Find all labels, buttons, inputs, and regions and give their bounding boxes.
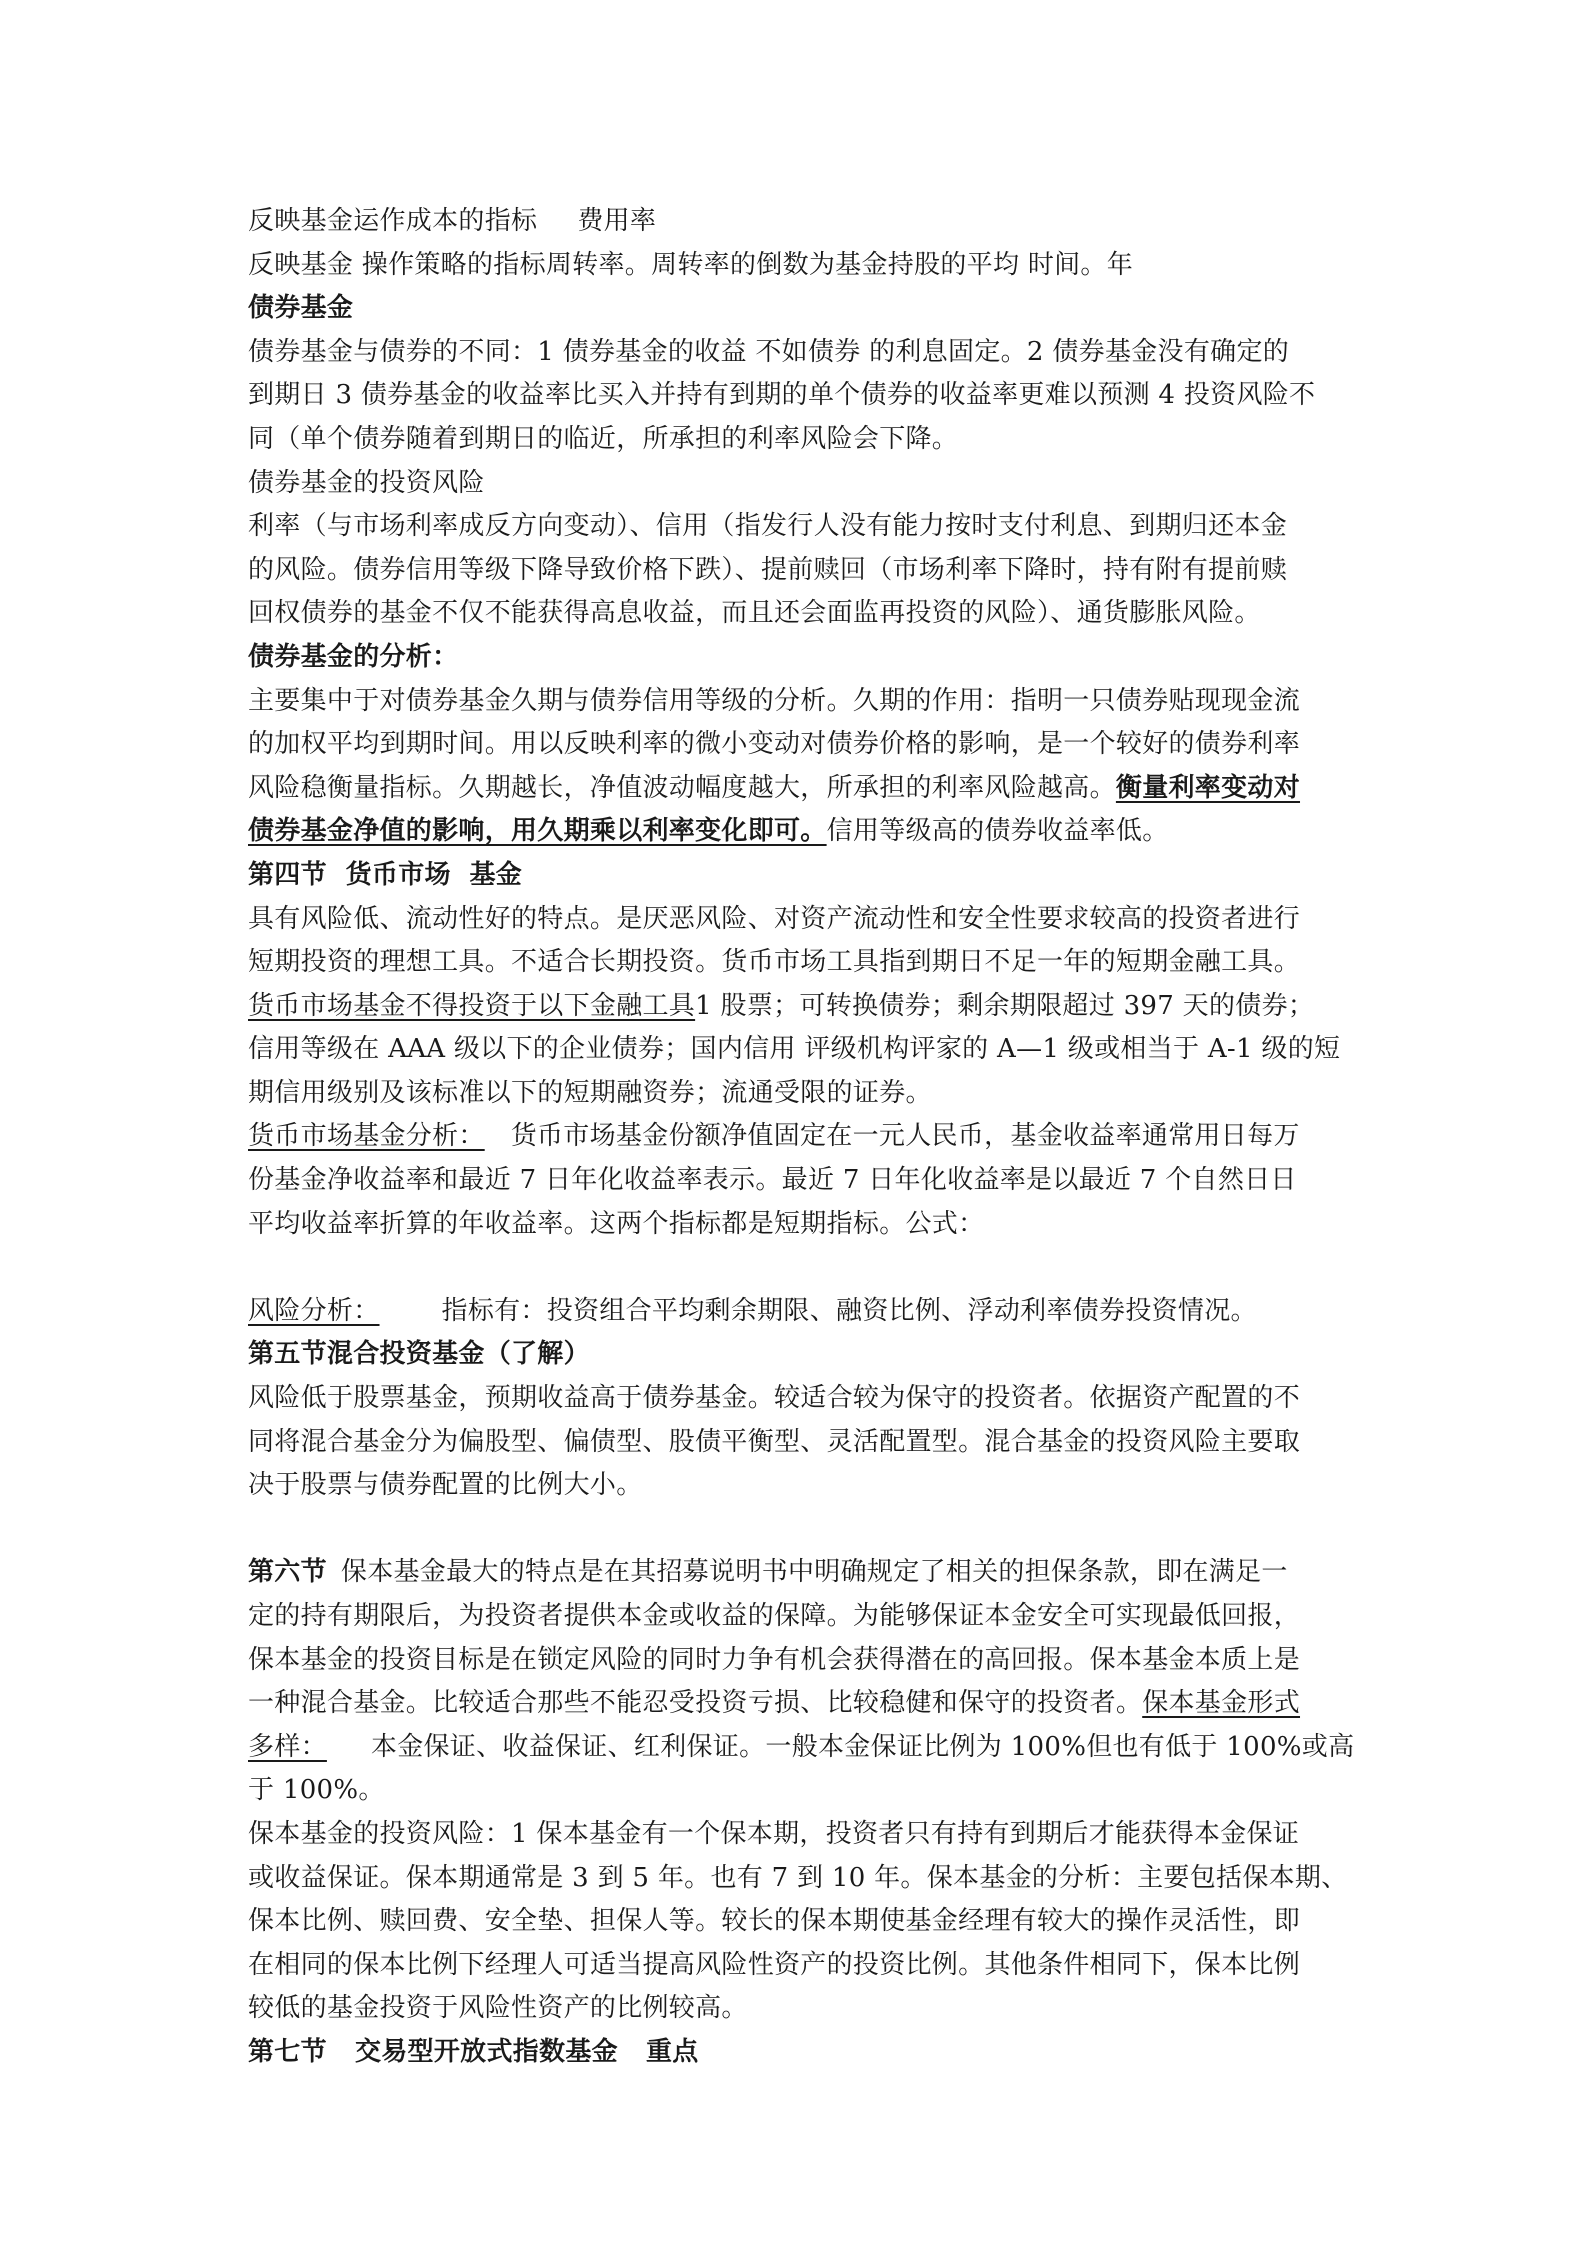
text-line bbox=[248, 1290, 1358, 1334]
text-line: 利率（与市场利率成反方向变动）、信用（指发行人没有能力按时支付利息、到期归还本金 bbox=[248, 511, 1288, 542]
underlined-text bbox=[248, 1296, 414, 1326]
text-line: 较低的基金投资于风险性资产的比例较高。 bbox=[248, 1993, 748, 2024]
text-line: 于 100%。 bbox=[248, 1775, 385, 1806]
text-line: 同将混合基金分为偏股型、偏债型、股债平衡型、灵活配置型。混合基金的投资风险主要取 bbox=[248, 1426, 1301, 1457]
text-line: 决于股票与债券配置的比例大小。 bbox=[248, 1470, 643, 1501]
text-line: 定的持有期限后，为投资者提供本金或收益的保障。为能够保证本金安全可实现最低回报， bbox=[248, 1601, 1301, 1631]
text-line: 风险低于股票基金，预期收益高于债券基金。较适合较为保守的投资者。依据资产配置的不 bbox=[248, 1383, 1301, 1414]
underlined-text: 货币市场基金分析： bbox=[248, 1121, 485, 1152]
text-line bbox=[248, 1551, 1358, 1595]
text-line bbox=[248, 1682, 1358, 1726]
text-run: 反映基金运作成本的指标 bbox=[248, 206, 538, 236]
text-line: 期信用级别及该标准以下的短期融资券；流通受限的证券。 bbox=[248, 1077, 932, 1108]
sub-heading: 债券基金的投资风险 bbox=[248, 467, 485, 498]
text-line bbox=[248, 767, 1358, 811]
document-body bbox=[248, 200, 1358, 2075]
blank-line bbox=[248, 1246, 1358, 1290]
text-line: 债券基金与债券的不同：1 债券基金的收益 不如债券 的利息固定。2 债券基金没有确定的 bbox=[248, 336, 1290, 367]
text-line: 主要集中于对债券基金久期与债券信用等级的分析。久期的作用：指明一只债券贴现现金流 bbox=[248, 685, 1301, 716]
text-run: 1 股票；可转换债券；剩余期限超过 397 天的债券； bbox=[695, 990, 1315, 1021]
text-line: 在相同的保本比例下经理人可适当提高风险性资产的投资比例。其他条件相同下，保本比例 bbox=[248, 1949, 1301, 1980]
text-line: 保本比例、赎回费、安全垫、担保人等。较长的保本期使基金经理有较大的操作灵活性，即 bbox=[248, 1906, 1301, 1937]
underlined-text: 保本基金形式 bbox=[1142, 1688, 1301, 1719]
emphasized-text: 债券基金净值的影响，用久期乘以利率变化即可。 bbox=[248, 816, 827, 847]
underlined-text bbox=[248, 1732, 351, 1762]
text-run: 一种混合基金。比较适合那些不能忍受投资亏损、比较稳健和保守的投资者。 bbox=[248, 1688, 1143, 1719]
section-heading: 第六节 bbox=[248, 1557, 327, 1588]
text-line: 保本基金的投资风险：1 保本基金有一个保本期，投资者只有持有到期后才能获得本金保证 bbox=[248, 1818, 1300, 1849]
text-run: 风险稳衡量指标。久期越长，净值波动幅度越大，所承担的利率风险越高。 bbox=[248, 772, 1116, 803]
text-line: 回权债券的基金不仅不能获得高息收益，而且还会面监再投资的风险）、通货膨胀风险。 bbox=[248, 598, 1261, 629]
text-line: 保本基金的投资目标是在锁定风险的同时力争有机会获得潜在的高回报。保本基金本质上是 bbox=[248, 1644, 1301, 1675]
text-line: 或收益保证。保本期通常是 3 到 5 年。也有 7 到 10 年。保本基金的分析：主要包括保本期、 bbox=[248, 1862, 1348, 1893]
text-line bbox=[248, 200, 1358, 244]
blank-line bbox=[248, 1508, 1358, 1552]
text-line: 平均收益率折算的年收益率。这两个指标都是短期指标。公式： bbox=[248, 1208, 985, 1239]
underlined-text: 货币市场基金不得投资于以下金融工具 bbox=[248, 990, 696, 1021]
emphasized-text: 衡量利率变动对 bbox=[1115, 772, 1301, 803]
text-run: 保本基金最大的特点是在其招募说明书中明确规定了相关的担保条款，即在满足一 bbox=[340, 1557, 1288, 1588]
text-line: 短期投资的理想工具。不适合长期投资。货币市场工具指到期日不足一年的短期金融工具。 bbox=[248, 947, 1301, 978]
text-line: 的风险。债券信用等级下降导致价格下跌）、提前赎回（市场利率下降时，持有附有提前赎 bbox=[248, 554, 1288, 585]
section-heading: 债券基金 bbox=[248, 293, 354, 324]
section-heading: 第七节 交易型开放式指数基金 重点 bbox=[248, 2036, 699, 2067]
text-run: 费用率 bbox=[577, 206, 657, 236]
text-line: 具有风险低、流动性好的特点。是厌恶风险、对资产流动性和安全性要求较高的投资者进行 bbox=[248, 903, 1301, 934]
text-line bbox=[248, 1115, 1358, 1159]
text-line bbox=[248, 810, 1358, 854]
section-heading: 第五节混合投资基金（了解） bbox=[248, 1339, 590, 1370]
text-line: 的加权平均到期时间。用以反映利率的微小变动对债券价格的影响，是一个较好的债券利率 bbox=[248, 729, 1301, 760]
text-line: 同（单个债券随着到期日的临近，所承担的利率风险会下降。 bbox=[248, 423, 959, 454]
text-run: 货币市场基金份额净值固定在一元人民币，基金收益率通常用日每万 bbox=[510, 1121, 1300, 1152]
text-run: 本金保证、收益保证、红利保证。一般本金保证比例为 100%但也有低于 100%或高 bbox=[370, 1731, 1355, 1762]
text-run: 风险分析： bbox=[248, 1295, 380, 1326]
text-line: 反映基金 操作策略的指标周转率。周转率的倒数为基金持股的平均 时间。年 bbox=[248, 249, 1134, 280]
text-line bbox=[248, 1726, 1358, 1770]
section-heading: 债券基金的分析： bbox=[248, 641, 459, 672]
text-line: 到期日 3 债券基金的收益率比买入并持有到期的单个债券的收益率更难以预测 4 投资风险不 bbox=[248, 380, 1316, 411]
text-run: 信用等级高的债券收益率低。 bbox=[826, 816, 1169, 847]
text-run: 指标有：投资组合平均剩余期限、融资比例、浮动利率债券投资情况。 bbox=[441, 1295, 1257, 1326]
text-run: 多样： bbox=[248, 1731, 327, 1762]
section-heading: 第四节 货币市场 基金 bbox=[248, 859, 523, 890]
text-line: 信用等级在 AAA 级以下的企业债券；国内信用 评级机构评家的 A—1 级或相当于 A-1 级的短 bbox=[248, 1034, 1341, 1065]
text-line: 份基金净收益率和最近 7 日年化收益率表示。最近 7 日年化收益率是以最近 7 个自然日日 bbox=[248, 1165, 1297, 1196]
text-line bbox=[248, 985, 1358, 1029]
